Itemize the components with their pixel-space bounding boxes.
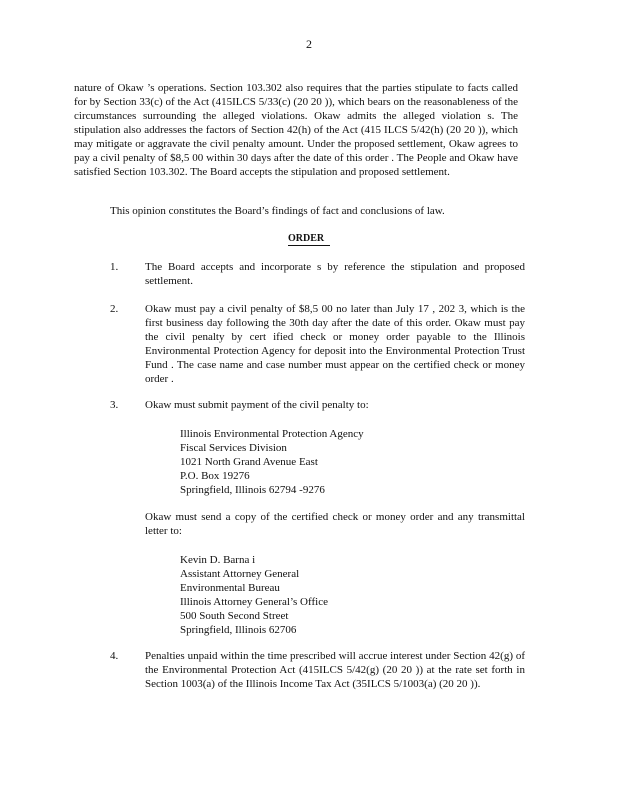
address-line: Environmental Bureau (180, 582, 280, 594)
address-line: Illinois Environmental Protection Agency (180, 428, 364, 440)
order-heading: ORDER (288, 233, 330, 246)
order-item-text: Penalties unpaid within the time prescribed will accrue interest under Section 42(g) of the Environmental Protection Act (415ILCS 5/42(g) (20 20 )) at the rate set forth in Section 1003(a) of the Illinois Income Tax Act (35ILCS 5/1003(a) (20 20 )). (145, 650, 525, 690)
order-item-text: Okaw must pay a civil penalty of $8,5 00 no later than July 17 , 202 3, which is the first business day following the 30th day after the date of this order. Okaw must pay the civil penalty by cert ified check or money order payable to the Illinois Environmental Protection Agency for deposit into the Environmental Protection Trust Fund . The case name and case number must appear on the certified check or money order . (145, 303, 525, 385)
address-line: Illinois Attorney General’s Office (180, 596, 328, 608)
body-paragraph: nature of Okaw ’s operations. Section 103.302 also requires that the parties stipulate to facts called for by Section 33(c) of the Act (415ILCS 5/33(c) (20 20 )), which bears on the reasonableness of the circumstances surrounding the alleged violations. Okaw admits the alleged violation s. The stipulation also addresses the factors of Section 42(h) of the Act (415 ILCS 5/42(h) (20 20 )), which may mitigate or aggravate the civil penalty amount. Under the proposed settlement, Okaw agrees to pay a civil penalty of $8,5 00 within 30 days after the date of this order . The People and Okaw have satisfied Section 103.302. The Board accepts the stipulation and proposed settlement. (74, 82, 518, 178)
transmittal-address (180, 553, 328, 637)
conclusion-paragraph: This opinion constitutes the Board’s findings of fact and conclusions of law. (110, 205, 445, 217)
address-line: Kevin D. Barna i (180, 554, 256, 566)
order-item-text: Okaw must submit payment of the civil penalty to: (145, 399, 369, 411)
address-line: Springfield, Illinois 62706 (180, 624, 297, 636)
payment-address (180, 427, 364, 497)
address-line: P.O. Box 19276 (180, 470, 250, 482)
order-item-text: The Board accepts and incorporate s by reference the stipulation and proposed settlement. (145, 261, 525, 287)
address-line: 500 South Second Street (180, 610, 289, 622)
item-3-followup: Okaw must send a copy of the certified check or money order and any transmittal letter to: (145, 511, 525, 537)
address-line: 1021 North Grand Avenue East (180, 456, 318, 468)
item-number: 3. (110, 399, 119, 411)
item-number: 1. (110, 261, 119, 273)
address-line: Assistant Attorney General (180, 568, 300, 580)
item-number: 2. (110, 303, 119, 315)
address-line: Fiscal Services Division (180, 442, 287, 454)
address-line: Springfield, Illinois 62794 -9276 (180, 484, 325, 496)
page-number: 2 (306, 37, 312, 51)
item-number: 4. (110, 650, 119, 662)
